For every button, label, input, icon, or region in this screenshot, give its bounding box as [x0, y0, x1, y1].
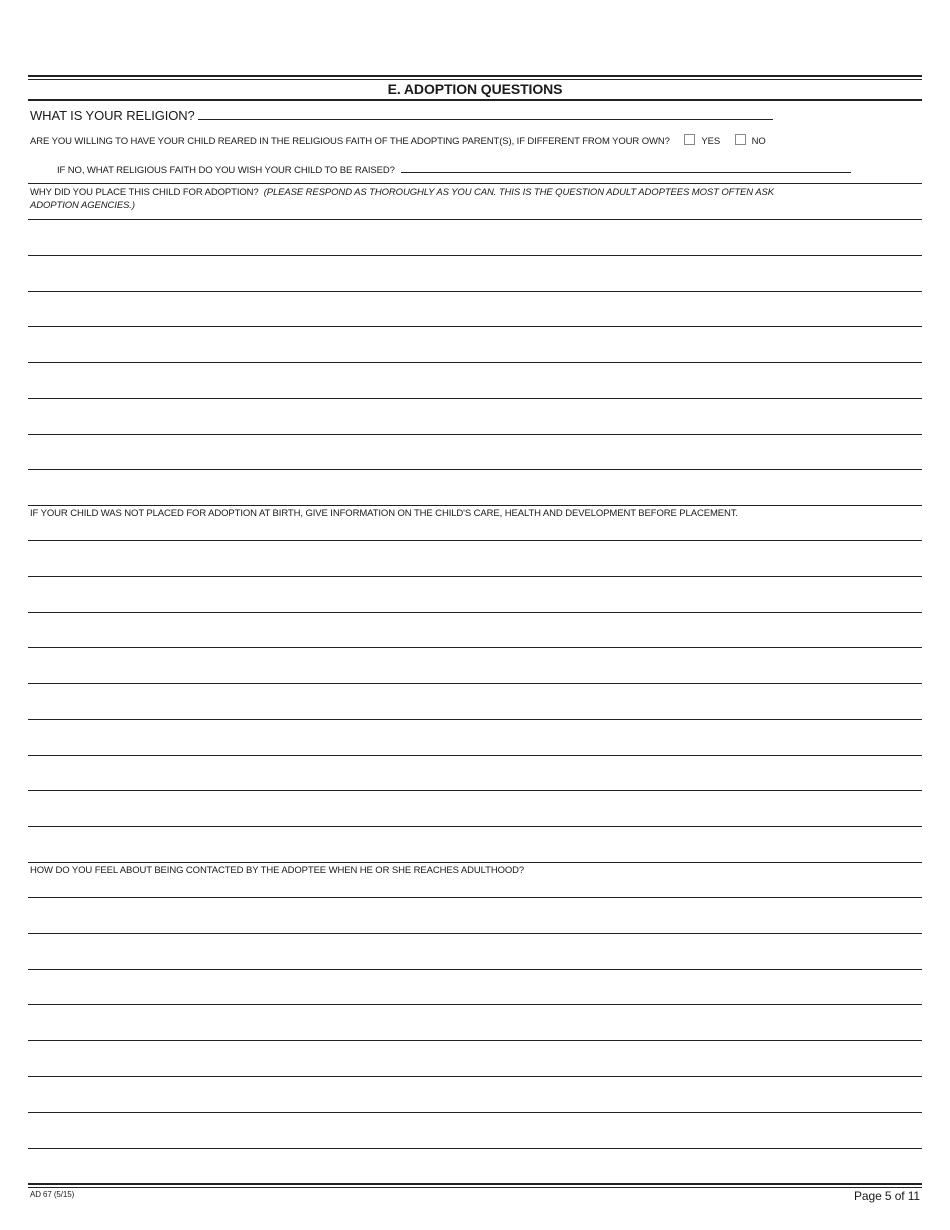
bottom-rule-2 — [28, 1187, 922, 1188]
writing-line[interactable] — [28, 1040, 922, 1041]
top-rule — [28, 75, 922, 77]
writing-line[interactable] — [28, 683, 922, 684]
writing-line[interactable] — [28, 1004, 922, 1005]
why-note-2: ADOPTION AGENCIES.) — [30, 200, 135, 211]
writing-line[interactable] — [28, 540, 922, 541]
why-question — [30, 186, 774, 212]
form-id: AD 67 (5/15) — [30, 1190, 75, 1199]
yes-label: YES — [701, 136, 721, 147]
writing-line[interactable] — [28, 398, 922, 399]
faith-label: IF NO, WHAT RELIGIOUS FAITH DO YOU WISH YOUR CHILD TO BE RAISED? — [57, 165, 395, 176]
writing-line[interactable] — [28, 255, 922, 256]
writing-line[interactable] — [28, 505, 922, 506]
writing-line[interactable] — [28, 576, 922, 577]
writing-line[interactable] — [28, 469, 922, 470]
writing-line[interactable] — [28, 1076, 922, 1077]
religion-label: WHAT IS YOUR RELIGION? — [30, 108, 195, 123]
writing-line[interactable] — [28, 326, 922, 327]
writing-line[interactable] — [28, 755, 922, 756]
faith-row — [57, 161, 851, 176]
writing-line[interactable] — [28, 434, 922, 435]
writing-line[interactable] — [28, 933, 922, 934]
no-checkbox[interactable] — [735, 134, 746, 145]
faith-input[interactable] — [401, 161, 851, 173]
reared-row — [30, 134, 766, 147]
religion-row — [30, 108, 773, 123]
writing-line[interactable] — [28, 362, 922, 363]
contact-question: HOW DO YOU FEEL ABOUT BEING CONTACTED BY THE ADOPTEE WHEN HE OR SHE REACHES ADULTHOOD? — [30, 865, 525, 876]
title-rule — [28, 99, 922, 101]
writing-line[interactable] — [28, 219, 922, 220]
writing-line[interactable] — [28, 1112, 922, 1113]
writing-line[interactable] — [28, 897, 922, 898]
page-number: Page 5 of 11 — [854, 1189, 920, 1203]
reared-label: ARE YOU WILLING TO HAVE YOUR CHILD REARED IN THE RELIGIOUS FAITH OF THE ADOPTING PARENT(S), IF DIFFERENT FROM YOUR OWN? — [30, 136, 670, 147]
care-question: IF YOUR CHILD WAS NOT PLACED FOR ADOPTION AT BIRTH, GIVE INFORMATION ON THE CHILD'S CARE, HEALTH AND DEVELOPMENT BEFORE PLACEMENT. — [30, 508, 738, 519]
top-rule-2 — [28, 79, 922, 80]
writing-line[interactable] — [28, 291, 922, 292]
religion-input[interactable] — [198, 108, 773, 120]
section-title: E. ADOPTION QUESTIONS — [387, 81, 563, 97]
writing-line[interactable] — [28, 826, 922, 827]
writing-line[interactable] — [28, 719, 922, 720]
writing-line[interactable] — [28, 969, 922, 970]
writing-line[interactable] — [28, 790, 922, 791]
writing-line[interactable] — [28, 862, 922, 863]
writing-line[interactable] — [28, 1148, 922, 1149]
no-label: NO — [751, 136, 766, 147]
writing-line[interactable] — [28, 647, 922, 648]
yes-checkbox[interactable] — [684, 134, 695, 145]
why-label: WHY DID YOU PLACE THIS CHILD FOR ADOPTION? — [30, 187, 259, 198]
why-note: (PLEASE RESPOND AS THOROUGHLY AS YOU CAN. THIS IS THE QUESTION ADULT ADOPTEES MOST OFTEN ASK — [263, 187, 774, 198]
bottom-rule — [28, 1183, 922, 1185]
writing-line[interactable] — [28, 612, 922, 613]
divider — [28, 183, 922, 184]
